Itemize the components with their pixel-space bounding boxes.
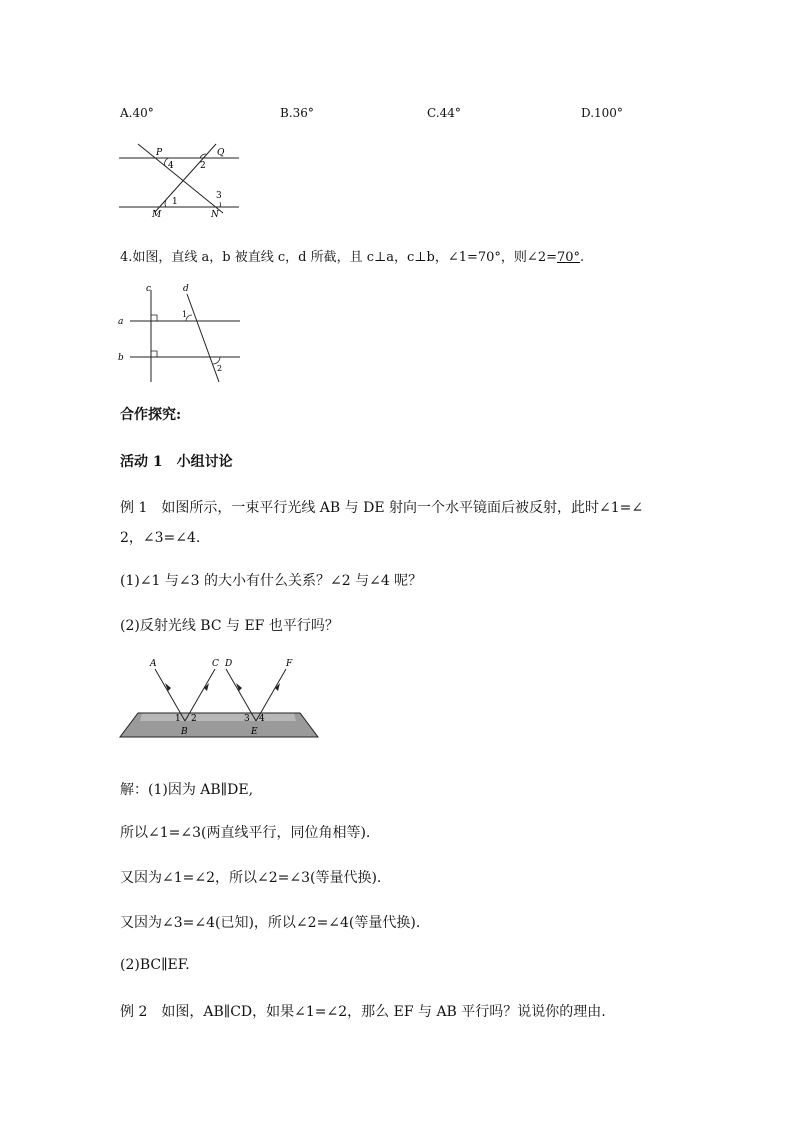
- question-4: [120, 246, 584, 265]
- solution-line-2: 所以∠1=∠3(两直线平行，同位角相等).: [120, 825, 371, 841]
- fig1-label-n: N: [211, 210, 219, 220]
- solution-line-3: 又因为∠1=∠2，所以∠2=∠3(等量代换).: [120, 870, 382, 886]
- solution-line-5: (2)BC∥EF.: [120, 957, 190, 973]
- solution-line-1: 解：(1)因为 AB∥DE,: [120, 782, 254, 798]
- solution-line-4: 又因为∠3=∠4(已知)，所以∠2=∠4(等量代换).: [120, 915, 421, 931]
- fig3-label-c: C: [212, 659, 219, 669]
- example-1-question-2: (2)反射光线 BC 与 EF 也平行吗？: [120, 618, 339, 634]
- example-2: 例 2 如图，AB∥CD，如果∠1=∠2，那么 EF 与 AB 平行吗？说说你的理由.: [120, 1004, 606, 1020]
- fig3-label-4: 4: [259, 714, 265, 724]
- section-title: 合作探究:: [120, 407, 182, 423]
- question-4-answer: 70°: [556, 250, 581, 265]
- figure-perpendicular-lines: [116, 280, 246, 386]
- fig1-label-4: 4: [168, 161, 174, 171]
- example-1-line-1: 例 1 如图所示，一束平行光线 AB 与 DE 射向一个水平镜面后被反射，此时∠1=∠: [120, 500, 644, 516]
- fig3-label-1: 1: [175, 714, 181, 724]
- fig2-label-2: 2: [217, 364, 223, 373]
- question-4-text: 4.如图，直线 a，b 被直线 c，d 所截，且 c⊥a，c⊥b，∠1=70°，则∠2=: [120, 250, 557, 265]
- example-1-line-2: 2，∠3=∠4.: [120, 530, 201, 546]
- fig3-label-b: B: [181, 727, 188, 737]
- fig1-label-3: 3: [216, 191, 222, 201]
- figure-parallel-crossing: [116, 140, 246, 220]
- fig3-label-2: 2: [191, 714, 197, 724]
- fig2-label-a: a: [118, 317, 124, 327]
- example-1-question-1: (1)∠1 与∠3 的大小有什么关系？∠2 与∠4 呢？: [120, 573, 423, 589]
- option-c: C.44°: [427, 106, 461, 120]
- fig3-label-d: D: [225, 659, 233, 669]
- fig1-label-2: 2: [200, 161, 206, 171]
- fig3-label-a: A: [150, 659, 157, 669]
- fig2-label-b: b: [118, 353, 124, 363]
- option-d: D.100°: [581, 106, 623, 120]
- option-b: B.36°: [280, 106, 314, 120]
- fig3-label-f: F: [286, 659, 293, 669]
- fig2-label-d: d: [183, 284, 189, 294]
- question-4-suffix: .: [580, 250, 585, 265]
- figure-mirror-reflection: [118, 655, 323, 740]
- fig3-label-e: E: [251, 727, 258, 737]
- fig3-label-3: 3: [244, 714, 250, 724]
- fig1-label-m: M: [152, 210, 162, 220]
- activity-title: 活动 1 小组讨论: [120, 454, 233, 470]
- fig2-label-1: 1: [182, 310, 188, 319]
- fig1-label-1: 1: [172, 197, 178, 207]
- fig2-label-c: c: [146, 284, 152, 294]
- fig1-label-q: Q: [217, 148, 225, 158]
- fig1-label-p: P: [156, 148, 163, 158]
- option-a: A.40°: [120, 106, 154, 120]
